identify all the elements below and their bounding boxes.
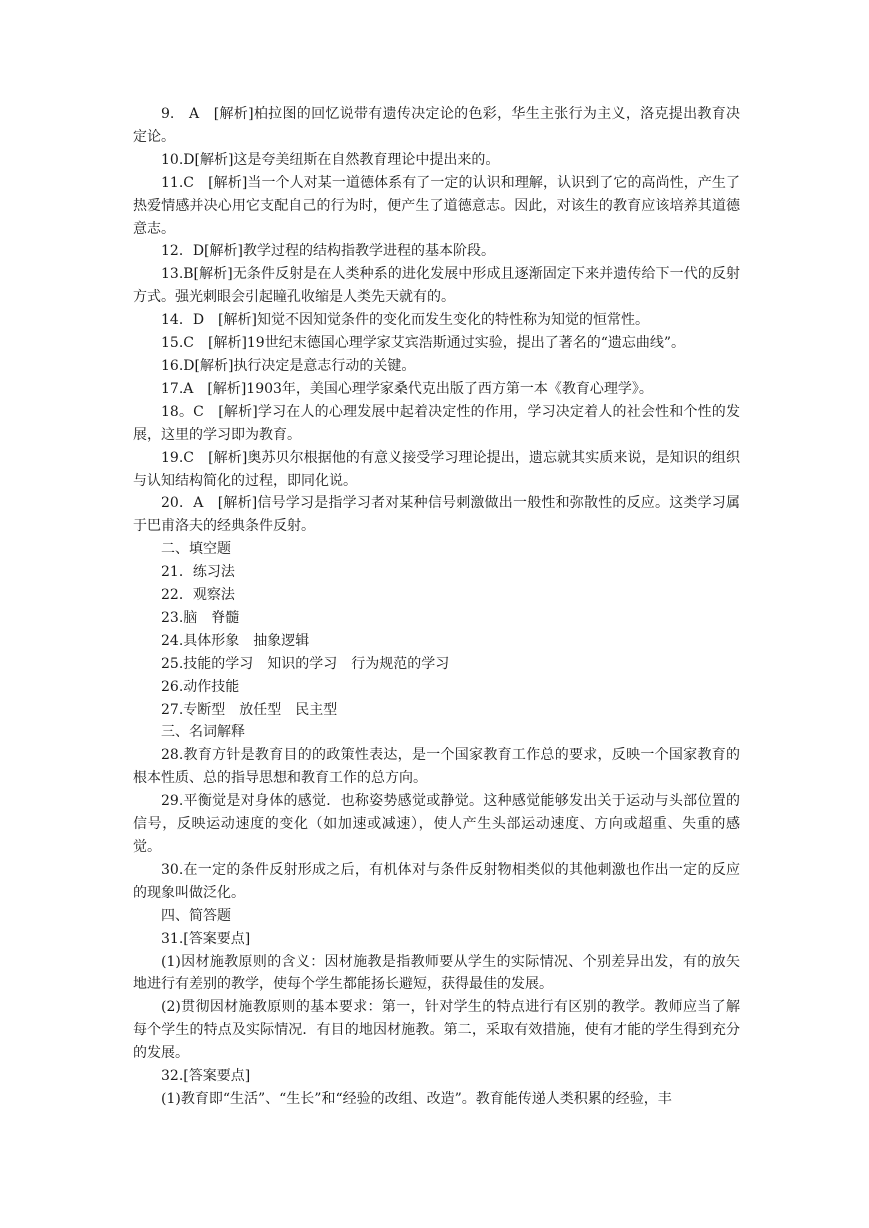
answer-31-point-2: (2)贯彻因材施教原则的基本要求：第一，针对学生的特点进行有区别的教学。教师应当了解每个学生的特点及实际情况．有目的地因材施教。第二，采取有效措施，使有才能的学生得到充分的发展。 [133, 999, 740, 1062]
answer-10: 10.D[解析]这是夸美纽斯在自然教育理论中提出来的。 [161, 151, 500, 168]
answer-32-heading: 32.[答案要点] [161, 1068, 251, 1085]
answer-18: 18。C [解析]学习在人的心理发展中起着决定性的作用，学习决定着人的社会性和个性的发展，这里的学习即为教育。 [133, 403, 740, 443]
answer-11: 11.C [解析]当一个人对某一道德体系有了一定的认识和理解，认识到了它的高尚性，产生了热爱情感并决心用它支配自己的行为时，便产生了道德意志。因此，对该生的教育应该培养其道德意志。 [133, 174, 740, 237]
answer-31-point-1: (1)因材施教原则的含义：因材施教是指教师要从学生的实际情况、个别差异出发，有的放矢地进行有差别的教学，使每个学生都能扬长避短，获得最佳的发展。 [133, 953, 740, 993]
answer-21: 21．练习法 [161, 564, 235, 581]
answer-9: 9. A [解析]柏拉图的回忆说带有遗传决定论的色彩，华生主张行为主义，洛克提出教育决定论。 [133, 106, 740, 145]
answer-20: 20．A [解析]信号学习是指学习者对某种信号刺激做出一般性和弥散性的反应。这类学习属于巴甫洛夫的经典条件反射。 [133, 495, 740, 535]
document-body [133, 103, 740, 1111]
answer-13: 13.B[解析]无条件反射是在人类种系的进化发展中形成且逐渐固定下来并遗传给下一代的反射方式。强光刺眼会引起瞳孔收缩是人类先天就有的。 [133, 266, 740, 306]
section-heading-fill-in: 二、填空题 [161, 541, 231, 558]
answer-16: 16.D[解析]执行决定是意志行动的关键。 [161, 357, 416, 374]
section-heading-short-answer: 四、简答题 [161, 907, 231, 924]
answer-29: 29.平衡觉是对身体的感觉．也称姿势感觉或静觉。这种感觉能够发出关于运动与头部位置的信号，反映运动速度的变化（如加速或减速），使人产生头部运动速度、方向或超重、失重的感觉。 [133, 793, 740, 855]
answer-30: 30.在一定的条件反射形成之后，有机体对与条件反射物相类似的其他刺激也作出一定的反应的现象叫做泛化。 [133, 861, 740, 901]
answer-25: 25.技能的学习 知识的学习 行为规范的学习 [161, 655, 450, 672]
answer-27: 27.专断型 放任型 民主型 [161, 701, 338, 718]
answer-24: 24.具体形象 抽象逻辑 [161, 632, 310, 649]
answer-19: 19.C [解析]奥苏贝尔根据他的有意义接受学习理论提出，遗忘就其实质来说，是知识的组织与认知结构简化的过程，即同化说。 [133, 449, 740, 489]
answer-32-point-1: (1)教育即“生活”、“生长”和“经验的改组、改造”。教育能传递人类积累的经验，丰 [161, 1090, 672, 1107]
answer-12: 12．D[解析]教学过程的结构指教学进程的基本阶段。 [161, 243, 495, 260]
section-heading-terms: 三、名词解释 [161, 724, 245, 741]
answer-22: 22．观察法 [161, 587, 235, 604]
answer-28: 28.教育方针是教育目的的政策性表达，是一个国家教育工作总的要求，反映一个国家教育的根本性质、总的指导思想和教育工作的总方向。 [133, 747, 740, 787]
answer-14: 14．D [解析]知觉不因知觉条件的变化而发生变化的特性称为知觉的恒常性。 [161, 312, 649, 329]
answer-15: 15.C [解析]19世纪末德国心理学家艾宾浩斯通过实验，提出了著名的“遗忘曲线”。 [161, 335, 686, 352]
answer-23: 23.脑 脊髓 [161, 609, 240, 626]
answer-17: 17.A [解析]1903年，美国心理学家桑代克出版了西方第一本《教育心理学》。 [161, 380, 653, 397]
answer-31-heading: 31.[答案要点] [161, 930, 251, 947]
answer-26: 26.动作技能 [161, 678, 240, 695]
